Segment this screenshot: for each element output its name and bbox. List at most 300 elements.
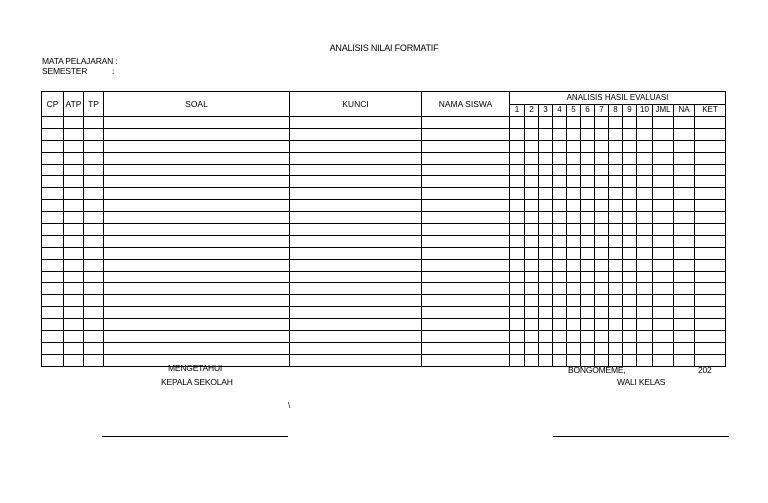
table-cell[interactable] xyxy=(674,200,695,212)
table-cell[interactable] xyxy=(653,331,674,343)
table-cell[interactable] xyxy=(64,319,84,331)
table-cell[interactable] xyxy=(104,342,290,354)
table-cell[interactable] xyxy=(609,128,623,140)
table-cell[interactable] xyxy=(510,342,525,354)
table-cell[interactable] xyxy=(623,212,637,224)
table-cell[interactable] xyxy=(553,200,567,212)
table-cell[interactable] xyxy=(674,140,695,152)
table-cell[interactable] xyxy=(581,224,595,236)
table-cell[interactable] xyxy=(553,295,567,307)
table-cell[interactable] xyxy=(539,140,553,152)
table-cell[interactable] xyxy=(553,212,567,224)
table-cell[interactable] xyxy=(290,235,422,247)
table-cell[interactable] xyxy=(653,212,674,224)
table-cell[interactable] xyxy=(64,247,84,259)
table-cell[interactable] xyxy=(609,152,623,164)
table-cell[interactable] xyxy=(539,259,553,271)
table-cell[interactable] xyxy=(567,117,581,129)
table-cell[interactable] xyxy=(637,140,653,152)
table-cell[interactable] xyxy=(609,164,623,176)
table-cell[interactable] xyxy=(553,271,567,283)
table-cell[interactable] xyxy=(595,212,609,224)
table-cell[interactable] xyxy=(567,247,581,259)
table-cell[interactable] xyxy=(290,259,422,271)
table-cell[interactable] xyxy=(567,212,581,224)
table-cell[interactable] xyxy=(567,319,581,331)
table-cell[interactable] xyxy=(637,331,653,343)
table-cell[interactable] xyxy=(674,235,695,247)
table-cell[interactable] xyxy=(637,200,653,212)
table-cell[interactable] xyxy=(290,212,422,224)
table-cell[interactable] xyxy=(290,176,422,188)
table-cell[interactable] xyxy=(695,259,726,271)
table-cell[interactable] xyxy=(422,188,510,200)
table-cell[interactable] xyxy=(64,200,84,212)
table-cell[interactable] xyxy=(104,200,290,212)
table-cell[interactable] xyxy=(525,128,539,140)
table-cell[interactable] xyxy=(653,307,674,319)
table-cell[interactable] xyxy=(104,247,290,259)
table-cell[interactable] xyxy=(674,247,695,259)
table-cell[interactable] xyxy=(422,224,510,236)
table-cell[interactable] xyxy=(510,188,525,200)
table-cell[interactable] xyxy=(64,283,84,295)
table-cell[interactable] xyxy=(637,212,653,224)
table-cell[interactable] xyxy=(695,235,726,247)
table-cell[interactable] xyxy=(290,224,422,236)
table-cell[interactable] xyxy=(609,224,623,236)
table-cell[interactable] xyxy=(42,235,64,247)
table-cell[interactable] xyxy=(609,200,623,212)
table-cell[interactable] xyxy=(674,128,695,140)
table-cell[interactable] xyxy=(553,235,567,247)
table-cell[interactable] xyxy=(84,188,104,200)
table-cell[interactable] xyxy=(695,283,726,295)
table-cell[interactable] xyxy=(525,188,539,200)
table-cell[interactable] xyxy=(42,295,64,307)
table-cell[interactable] xyxy=(42,247,64,259)
table-cell[interactable] xyxy=(525,283,539,295)
table-cell[interactable] xyxy=(567,331,581,343)
table-cell[interactable] xyxy=(674,224,695,236)
table-cell[interactable] xyxy=(653,271,674,283)
table-cell[interactable] xyxy=(595,128,609,140)
table-cell[interactable] xyxy=(567,164,581,176)
table-cell[interactable] xyxy=(64,342,84,354)
table-cell[interactable] xyxy=(422,164,510,176)
table-cell[interactable] xyxy=(525,164,539,176)
table-cell[interactable] xyxy=(539,200,553,212)
table-cell[interactable] xyxy=(581,342,595,354)
table-cell[interactable] xyxy=(422,235,510,247)
table-cell[interactable] xyxy=(674,319,695,331)
table-cell[interactable] xyxy=(290,319,422,331)
table-cell[interactable] xyxy=(553,259,567,271)
table-cell[interactable] xyxy=(510,164,525,176)
table-cell[interactable] xyxy=(653,247,674,259)
table-cell[interactable] xyxy=(104,319,290,331)
table-cell[interactable] xyxy=(539,235,553,247)
table-cell[interactable] xyxy=(553,117,567,129)
table-cell[interactable] xyxy=(609,307,623,319)
table-cell[interactable] xyxy=(653,128,674,140)
table-cell[interactable] xyxy=(525,224,539,236)
table-cell[interactable] xyxy=(42,176,64,188)
table-cell[interactable] xyxy=(104,164,290,176)
table-cell[interactable] xyxy=(553,140,567,152)
table-cell[interactable] xyxy=(637,224,653,236)
table-cell[interactable] xyxy=(290,271,422,283)
table-cell[interactable] xyxy=(539,212,553,224)
table-cell[interactable] xyxy=(609,259,623,271)
table-cell[interactable] xyxy=(695,164,726,176)
table-cell[interactable] xyxy=(84,307,104,319)
table-cell[interactable] xyxy=(674,354,695,366)
table-cell[interactable] xyxy=(422,128,510,140)
table-cell[interactable] xyxy=(42,354,64,366)
table-cell[interactable] xyxy=(422,331,510,343)
table-cell[interactable] xyxy=(653,224,674,236)
table-cell[interactable] xyxy=(595,224,609,236)
table-cell[interactable] xyxy=(637,307,653,319)
table-cell[interactable] xyxy=(64,128,84,140)
table-cell[interactable] xyxy=(623,188,637,200)
table-cell[interactable] xyxy=(525,307,539,319)
table-cell[interactable] xyxy=(290,342,422,354)
table-cell[interactable] xyxy=(553,164,567,176)
table-cell[interactable] xyxy=(595,307,609,319)
table-cell[interactable] xyxy=(581,235,595,247)
table-cell[interactable] xyxy=(623,224,637,236)
table-cell[interactable] xyxy=(539,295,553,307)
table-cell[interactable] xyxy=(104,295,290,307)
table-cell[interactable] xyxy=(64,259,84,271)
table-cell[interactable] xyxy=(695,342,726,354)
table-cell[interactable] xyxy=(637,128,653,140)
table-cell[interactable] xyxy=(623,152,637,164)
table-cell[interactable] xyxy=(510,224,525,236)
table-cell[interactable] xyxy=(84,259,104,271)
table-cell[interactable] xyxy=(290,117,422,129)
table-cell[interactable] xyxy=(595,200,609,212)
table-cell[interactable] xyxy=(510,117,525,129)
table-cell[interactable] xyxy=(653,235,674,247)
table-cell[interactable] xyxy=(637,152,653,164)
table-cell[interactable] xyxy=(84,224,104,236)
table-cell[interactable] xyxy=(510,259,525,271)
table-cell[interactable] xyxy=(581,117,595,129)
table-cell[interactable] xyxy=(64,307,84,319)
table-cell[interactable] xyxy=(64,224,84,236)
table-cell[interactable] xyxy=(104,224,290,236)
table-cell[interactable] xyxy=(609,117,623,129)
table-cell[interactable] xyxy=(581,176,595,188)
table-cell[interactable] xyxy=(695,271,726,283)
table-cell[interactable] xyxy=(653,164,674,176)
table-cell[interactable] xyxy=(84,342,104,354)
table-cell[interactable] xyxy=(674,283,695,295)
table-cell[interactable] xyxy=(595,319,609,331)
table-cell[interactable] xyxy=(422,271,510,283)
table-cell[interactable] xyxy=(674,271,695,283)
table-cell[interactable] xyxy=(553,152,567,164)
table-cell[interactable] xyxy=(609,319,623,331)
table-cell[interactable] xyxy=(637,271,653,283)
table-cell[interactable] xyxy=(567,152,581,164)
table-cell[interactable] xyxy=(695,224,726,236)
table-cell[interactable] xyxy=(609,342,623,354)
table-cell[interactable] xyxy=(422,212,510,224)
table-cell[interactable] xyxy=(653,140,674,152)
table-cell[interactable] xyxy=(525,152,539,164)
table-cell[interactable] xyxy=(290,247,422,259)
table-cell[interactable] xyxy=(674,259,695,271)
table-cell[interactable] xyxy=(539,283,553,295)
table-cell[interactable] xyxy=(510,283,525,295)
table-cell[interactable] xyxy=(637,342,653,354)
table-cell[interactable] xyxy=(553,354,567,366)
table-cell[interactable] xyxy=(104,271,290,283)
table-cell[interactable] xyxy=(653,295,674,307)
table-cell[interactable] xyxy=(64,188,84,200)
table-cell[interactable] xyxy=(637,235,653,247)
table-cell[interactable] xyxy=(510,212,525,224)
table-cell[interactable] xyxy=(290,152,422,164)
table-cell[interactable] xyxy=(525,235,539,247)
table-cell[interactable] xyxy=(623,247,637,259)
table-cell[interactable] xyxy=(64,212,84,224)
table-cell[interactable] xyxy=(595,342,609,354)
table-cell[interactable] xyxy=(510,128,525,140)
table-cell[interactable] xyxy=(525,271,539,283)
table-cell[interactable] xyxy=(422,354,510,366)
table-cell[interactable] xyxy=(637,283,653,295)
table-cell[interactable] xyxy=(525,212,539,224)
table-cell[interactable] xyxy=(84,354,104,366)
table-cell[interactable] xyxy=(637,319,653,331)
table-cell[interactable] xyxy=(553,176,567,188)
table-cell[interactable] xyxy=(567,224,581,236)
table-cell[interactable] xyxy=(674,295,695,307)
table-cell[interactable] xyxy=(525,140,539,152)
table-cell[interactable] xyxy=(104,212,290,224)
table-cell[interactable] xyxy=(581,259,595,271)
table-cell[interactable] xyxy=(553,331,567,343)
table-cell[interactable] xyxy=(674,307,695,319)
table-cell[interactable] xyxy=(595,271,609,283)
table-cell[interactable] xyxy=(290,283,422,295)
table-cell[interactable] xyxy=(595,247,609,259)
table-cell[interactable] xyxy=(637,176,653,188)
table-cell[interactable] xyxy=(623,117,637,129)
table-cell[interactable] xyxy=(290,164,422,176)
table-cell[interactable] xyxy=(567,307,581,319)
table-cell[interactable] xyxy=(510,331,525,343)
table-cell[interactable] xyxy=(510,152,525,164)
table-cell[interactable] xyxy=(539,188,553,200)
table-cell[interactable] xyxy=(623,331,637,343)
table-cell[interactable] xyxy=(84,247,104,259)
table-cell[interactable] xyxy=(510,247,525,259)
table-cell[interactable] xyxy=(64,152,84,164)
table-cell[interactable] xyxy=(104,283,290,295)
table-cell[interactable] xyxy=(510,307,525,319)
table-cell[interactable] xyxy=(581,295,595,307)
table-cell[interactable] xyxy=(595,235,609,247)
table-cell[interactable] xyxy=(84,271,104,283)
table-cell[interactable] xyxy=(674,117,695,129)
table-cell[interactable] xyxy=(637,164,653,176)
table-cell[interactable] xyxy=(539,247,553,259)
table-cell[interactable] xyxy=(84,176,104,188)
table-cell[interactable] xyxy=(42,212,64,224)
table-cell[interactable] xyxy=(510,176,525,188)
table-cell[interactable] xyxy=(595,283,609,295)
table-cell[interactable] xyxy=(567,128,581,140)
table-cell[interactable] xyxy=(674,188,695,200)
table-cell[interactable] xyxy=(695,200,726,212)
table-cell[interactable] xyxy=(290,128,422,140)
table-cell[interactable] xyxy=(525,117,539,129)
table-cell[interactable] xyxy=(104,235,290,247)
table-cell[interactable] xyxy=(674,152,695,164)
table-cell[interactable] xyxy=(609,295,623,307)
table-cell[interactable] xyxy=(42,271,64,283)
table-cell[interactable] xyxy=(609,140,623,152)
table-cell[interactable] xyxy=(674,164,695,176)
table-cell[interactable] xyxy=(510,200,525,212)
table-cell[interactable] xyxy=(595,259,609,271)
table-cell[interactable] xyxy=(674,176,695,188)
table-cell[interactable] xyxy=(581,188,595,200)
table-cell[interactable] xyxy=(623,235,637,247)
table-cell[interactable] xyxy=(525,295,539,307)
table-cell[interactable] xyxy=(539,224,553,236)
table-cell[interactable] xyxy=(104,331,290,343)
table-cell[interactable] xyxy=(84,235,104,247)
table-cell[interactable] xyxy=(510,271,525,283)
table-cell[interactable] xyxy=(674,331,695,343)
table-cell[interactable] xyxy=(64,271,84,283)
table-cell[interactable] xyxy=(539,342,553,354)
table-cell[interactable] xyxy=(553,188,567,200)
table-cell[interactable] xyxy=(525,176,539,188)
table-cell[interactable] xyxy=(695,331,726,343)
table-cell[interactable] xyxy=(637,354,653,366)
table-cell[interactable] xyxy=(609,235,623,247)
table-cell[interactable] xyxy=(623,319,637,331)
table-cell[interactable] xyxy=(623,259,637,271)
table-cell[interactable] xyxy=(525,331,539,343)
table-cell[interactable] xyxy=(695,319,726,331)
table-cell[interactable] xyxy=(553,342,567,354)
table-cell[interactable] xyxy=(653,176,674,188)
table-cell[interactable] xyxy=(581,164,595,176)
table-cell[interactable] xyxy=(653,188,674,200)
table-cell[interactable] xyxy=(695,247,726,259)
table-cell[interactable] xyxy=(623,283,637,295)
table-cell[interactable] xyxy=(553,247,567,259)
table-cell[interactable] xyxy=(595,176,609,188)
table-cell[interactable] xyxy=(637,188,653,200)
table-cell[interactable] xyxy=(290,354,422,366)
table-cell[interactable] xyxy=(595,295,609,307)
table-cell[interactable] xyxy=(525,200,539,212)
table-cell[interactable] xyxy=(581,307,595,319)
table-cell[interactable] xyxy=(595,331,609,343)
table-cell[interactable] xyxy=(422,200,510,212)
table-cell[interactable] xyxy=(42,224,64,236)
table-cell[interactable] xyxy=(623,295,637,307)
table-cell[interactable] xyxy=(581,283,595,295)
table-cell[interactable] xyxy=(653,152,674,164)
table-cell[interactable] xyxy=(539,354,553,366)
table-cell[interactable] xyxy=(84,283,104,295)
table-cell[interactable] xyxy=(64,176,84,188)
table-cell[interactable] xyxy=(422,283,510,295)
table-cell[interactable] xyxy=(104,117,290,129)
table-cell[interactable] xyxy=(525,247,539,259)
table-cell[interactable] xyxy=(695,295,726,307)
table-cell[interactable] xyxy=(595,140,609,152)
table-cell[interactable] xyxy=(567,271,581,283)
table-cell[interactable] xyxy=(104,307,290,319)
table-cell[interactable] xyxy=(64,164,84,176)
table-cell[interactable] xyxy=(422,307,510,319)
table-cell[interactable] xyxy=(510,319,525,331)
table-cell[interactable] xyxy=(42,188,64,200)
table-cell[interactable] xyxy=(42,319,64,331)
table-cell[interactable] xyxy=(595,164,609,176)
table-cell[interactable] xyxy=(42,283,64,295)
table-cell[interactable] xyxy=(422,319,510,331)
table-cell[interactable] xyxy=(104,259,290,271)
table-cell[interactable] xyxy=(609,283,623,295)
table-cell[interactable] xyxy=(539,128,553,140)
table-cell[interactable] xyxy=(64,354,84,366)
table-cell[interactable] xyxy=(84,152,104,164)
table-cell[interactable] xyxy=(581,128,595,140)
table-cell[interactable] xyxy=(84,295,104,307)
table-cell[interactable] xyxy=(581,152,595,164)
table-cell[interactable] xyxy=(84,117,104,129)
table-cell[interactable] xyxy=(422,176,510,188)
table-cell[interactable] xyxy=(581,140,595,152)
table-cell[interactable] xyxy=(422,117,510,129)
table-cell[interactable] xyxy=(64,117,84,129)
table-cell[interactable] xyxy=(623,128,637,140)
table-cell[interactable] xyxy=(553,319,567,331)
table-cell[interactable] xyxy=(64,331,84,343)
table-cell[interactable] xyxy=(695,307,726,319)
table-cell[interactable] xyxy=(609,188,623,200)
table-cell[interactable] xyxy=(525,354,539,366)
table-cell[interactable] xyxy=(42,152,64,164)
table-cell[interactable] xyxy=(567,200,581,212)
table-cell[interactable] xyxy=(539,331,553,343)
table-cell[interactable] xyxy=(581,200,595,212)
table-cell[interactable] xyxy=(422,342,510,354)
table-cell[interactable] xyxy=(290,331,422,343)
table-cell[interactable] xyxy=(84,200,104,212)
table-cell[interactable] xyxy=(653,259,674,271)
table-cell[interactable] xyxy=(510,295,525,307)
table-cell[interactable] xyxy=(595,117,609,129)
table-cell[interactable] xyxy=(637,117,653,129)
table-cell[interactable] xyxy=(42,200,64,212)
table-cell[interactable] xyxy=(104,176,290,188)
table-cell[interactable] xyxy=(623,176,637,188)
